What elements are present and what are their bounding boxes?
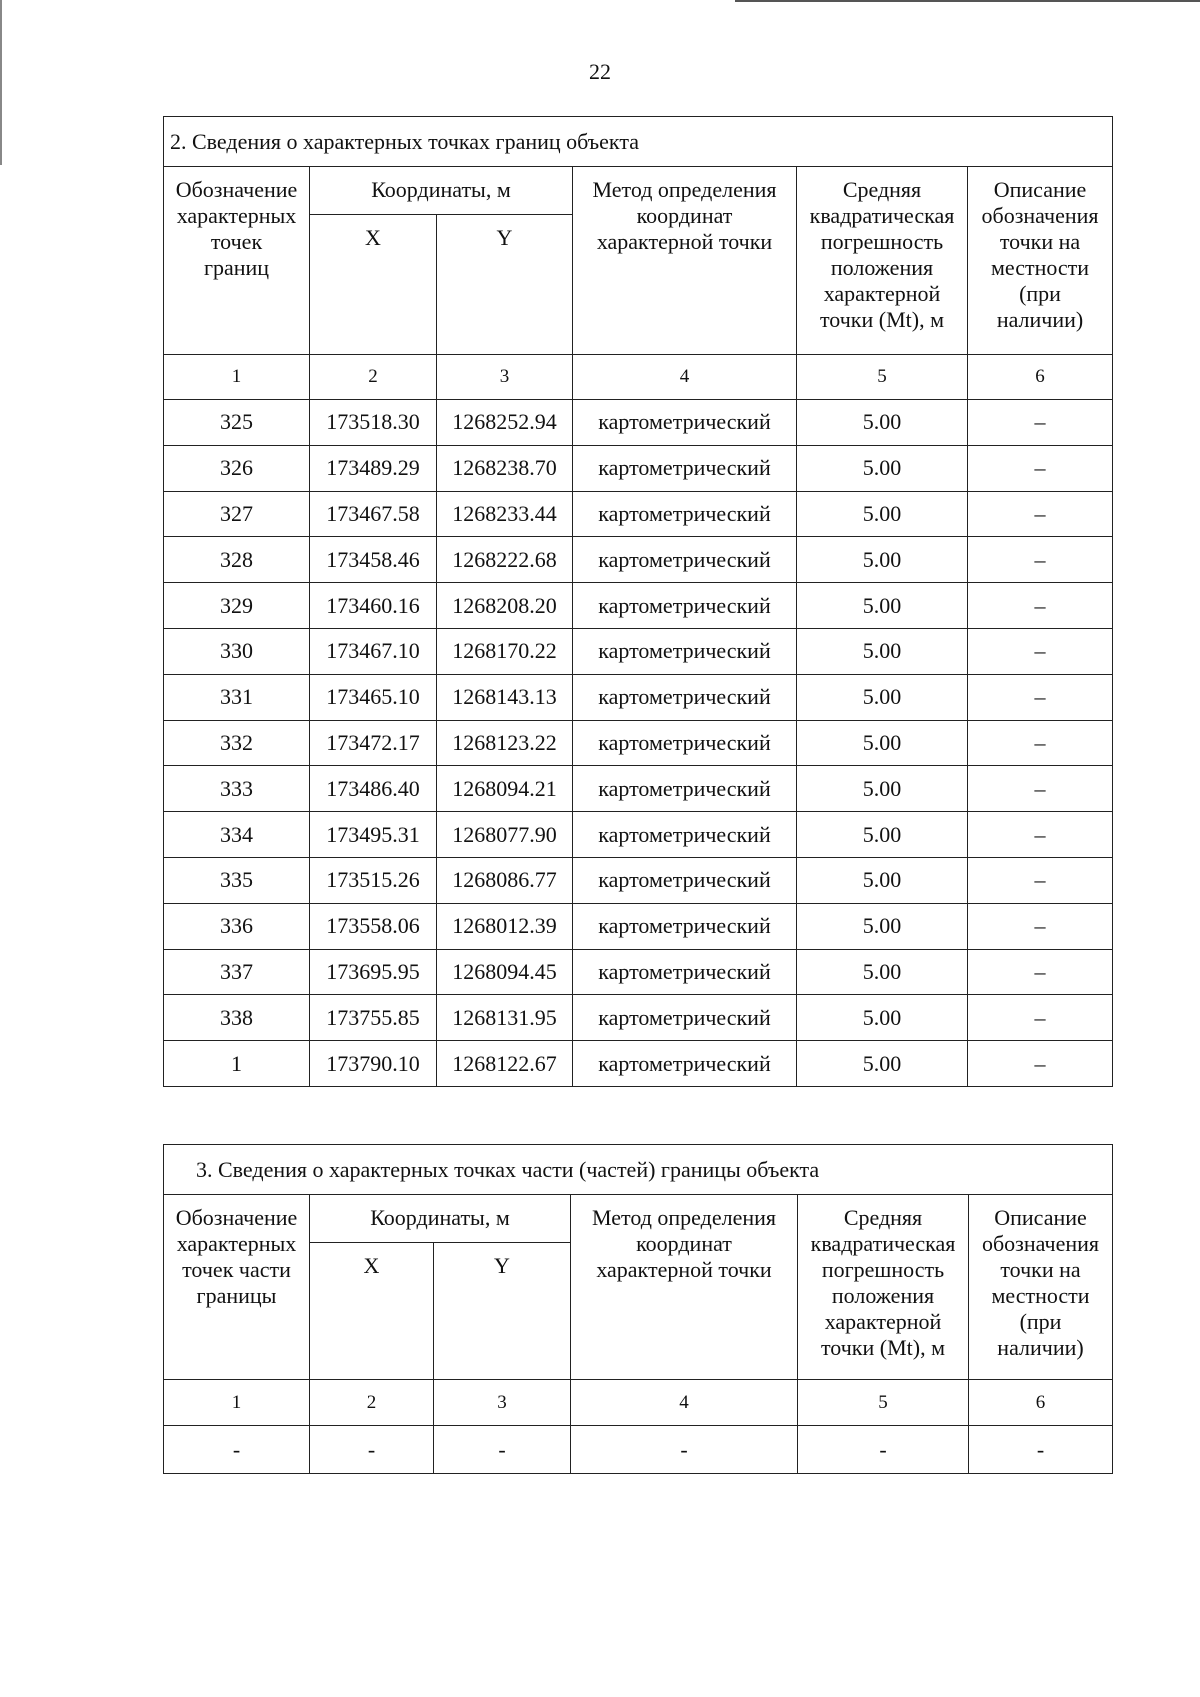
x-coordinate-cell: 173472.17 [310, 720, 437, 766]
description-cell: – [968, 400, 1113, 446]
scan-edge-top [735, 0, 1200, 2]
column-number: 2 [310, 355, 437, 400]
mean-error-cell: 5.00 [797, 583, 968, 629]
description-cell: – [968, 949, 1113, 995]
point-id-cell: 334 [164, 812, 310, 858]
header-mean-error [797, 167, 968, 355]
x-coordinate-cell: 173467.58 [310, 491, 437, 537]
column-number: 5 [797, 355, 968, 400]
header-line: Обозначение [175, 1205, 298, 1230]
y-coordinate-cell: 1268252.94 [437, 400, 573, 446]
header-line: обозначения [981, 1231, 1100, 1256]
header-y: Y [434, 1243, 571, 1380]
column-number: 4 [571, 1380, 798, 1426]
header-line: (при [1019, 281, 1061, 306]
table-row [164, 720, 1113, 766]
description-cell: – [968, 857, 1113, 903]
mean-error-cell: 5.00 [797, 1041, 968, 1087]
x-coordinate-cell: 173558.06 [310, 903, 437, 949]
section-2-title: 2. Сведения о характерных точках границ объекта [164, 117, 1113, 167]
header-line: точки на [999, 229, 1081, 254]
mean-error-cell: 5.00 [797, 995, 968, 1041]
column-number: 4 [573, 355, 797, 400]
y-coordinate-cell: 1268123.22 [437, 720, 573, 766]
part-boundary-points-table [163, 1144, 1113, 1474]
page-number: 22 [589, 59, 611, 84]
mean-error-cell: 5.00 [797, 720, 968, 766]
table-row [164, 445, 1113, 491]
column-number: 5 [798, 1380, 969, 1426]
method-cell: картометрический [573, 1041, 797, 1087]
description-cell: – [968, 628, 1113, 674]
header-mean-error [798, 1195, 969, 1380]
x-coordinate-cell: 173465.10 [310, 674, 437, 720]
point-id-cell: 329 [164, 583, 310, 629]
table-row [164, 812, 1113, 858]
point-id-cell: 328 [164, 537, 310, 583]
x-coordinate-cell: 173458.46 [310, 537, 437, 583]
point-id-cell: 337 [164, 949, 310, 995]
description-cell: – [968, 903, 1113, 949]
header-line: местности [991, 1283, 1090, 1308]
description-cell: – [968, 1041, 1113, 1087]
column-number: 6 [968, 355, 1113, 400]
header-line: координат [636, 1231, 732, 1256]
header-line: местности [990, 255, 1090, 280]
table-row [164, 995, 1113, 1041]
description-cell: – [968, 583, 1113, 629]
description-cell: – [968, 766, 1113, 812]
header-line: границы [196, 1283, 277, 1308]
section-3-title: 3. Сведения о характерных точках части (частей) границы объекта [164, 1145, 1113, 1195]
column-number: 1 [164, 355, 310, 400]
y-coordinate-cell: 1268012.39 [437, 903, 573, 949]
header-line: Метод определения [592, 177, 777, 202]
header-line: характерной точки [596, 229, 773, 254]
point-id-cell: 327 [164, 491, 310, 537]
header-designation [164, 167, 310, 355]
y-coordinate-cell: 1268086.77 [437, 857, 573, 903]
point-id-cell: 325 [164, 400, 310, 446]
header-line: наличии) [996, 307, 1084, 332]
table-row [164, 491, 1113, 537]
method-cell: картометрический [573, 812, 797, 858]
table-row [164, 1041, 1113, 1087]
method-cell: картометрический [573, 995, 797, 1041]
header-y: Y [437, 215, 573, 355]
x-coordinate-cell: - [310, 1426, 434, 1474]
method-cell: картометрический [573, 583, 797, 629]
method-cell: картометрический [573, 400, 797, 446]
x-coordinate-cell: 173790.10 [310, 1041, 437, 1087]
description-cell: - [969, 1426, 1113, 1474]
x-coordinate-cell: 173467.10 [310, 628, 437, 674]
x-coordinate-cell: 173495.31 [310, 812, 437, 858]
header-line: характерной [823, 281, 941, 306]
mean-error-cell: 5.00 [797, 674, 968, 720]
header-line: квадратическая [809, 203, 955, 228]
header-designation [164, 1195, 310, 1380]
x-coordinate-cell: 173515.26 [310, 857, 437, 903]
header-description [968, 167, 1113, 355]
x-coordinate-cell: 173695.95 [310, 949, 437, 995]
header-line: характерных [176, 1231, 297, 1256]
y-coordinate-cell: 1268094.45 [437, 949, 573, 995]
method-cell: - [571, 1426, 798, 1474]
y-coordinate-cell: 1268238.70 [437, 445, 573, 491]
header-x: X [310, 215, 437, 355]
point-id-cell: 336 [164, 903, 310, 949]
point-id-cell: 335 [164, 857, 310, 903]
method-cell: картометрический [573, 491, 797, 537]
header-line: Метод определения [591, 1205, 777, 1230]
table-row [164, 766, 1113, 812]
mean-error-cell: 5.00 [797, 949, 968, 995]
header-line: характерной [824, 1309, 942, 1334]
description-cell: – [968, 537, 1113, 583]
header-description [969, 1195, 1113, 1380]
column-number: 1 [164, 1380, 310, 1426]
header-line: точек части [182, 1257, 291, 1282]
description-cell: – [968, 812, 1113, 858]
table-row [164, 583, 1113, 629]
header-line: точек [210, 229, 263, 254]
mean-error-cell: 5.00 [797, 537, 968, 583]
header-line: погрешность [821, 1257, 945, 1282]
y-coordinate-cell: 1268122.67 [437, 1041, 573, 1087]
header-line: обозначения [981, 203, 1099, 228]
header-line: положения [831, 1283, 935, 1308]
method-cell: картометрический [573, 628, 797, 674]
column-numbers-row [164, 355, 1113, 400]
x-coordinate-cell: 173460.16 [310, 583, 437, 629]
description-cell: – [968, 674, 1113, 720]
point-id-cell: 326 [164, 445, 310, 491]
method-cell: картометрический [573, 766, 797, 812]
header-x: X [310, 1243, 434, 1380]
mean-error-cell: 5.00 [797, 812, 968, 858]
table-row [164, 628, 1113, 674]
header-line: точки (Mt), м [819, 307, 945, 332]
header-line: Обозначение [175, 177, 298, 202]
header-method [571, 1195, 798, 1380]
method-cell: картометрический [573, 445, 797, 491]
table-row [164, 903, 1113, 949]
table-row [164, 674, 1113, 720]
table-row [164, 400, 1113, 446]
boundary-points-table [163, 116, 1113, 1087]
table-row [164, 1426, 1113, 1474]
mean-error-cell: - [798, 1426, 969, 1474]
header-line: Средняя [842, 177, 922, 202]
mean-error-cell: 5.00 [797, 766, 968, 812]
header-coordinates: Координаты, м [310, 1195, 571, 1243]
table-row [164, 537, 1113, 583]
mean-error-cell: 5.00 [797, 491, 968, 537]
table-row [164, 949, 1113, 995]
point-id-cell: 332 [164, 720, 310, 766]
description-cell: – [968, 995, 1113, 1041]
mean-error-cell: 5.00 [797, 628, 968, 674]
x-coordinate-cell: 173486.40 [310, 766, 437, 812]
header-method [573, 167, 797, 355]
mean-error-cell: 5.00 [797, 903, 968, 949]
column-numbers-row [164, 1380, 1113, 1426]
header-line: Описание [994, 1205, 1087, 1230]
point-id-cell: 338 [164, 995, 310, 1041]
header-line: Описание [993, 177, 1087, 202]
method-cell: картометрический [573, 949, 797, 995]
x-coordinate-cell: 173755.85 [310, 995, 437, 1041]
header-line: положения [830, 255, 934, 280]
point-id-cell: - [164, 1426, 310, 1474]
header-line: Средняя [843, 1205, 923, 1230]
header-line: координат [636, 203, 733, 228]
column-number: 3 [437, 355, 573, 400]
y-coordinate-cell: 1268094.21 [437, 766, 573, 812]
header-line: границ [203, 255, 270, 280]
method-cell: картометрический [573, 903, 797, 949]
y-coordinate-cell: 1268077.90 [437, 812, 573, 858]
method-cell: картометрический [573, 537, 797, 583]
y-coordinate-cell: 1268170.22 [437, 628, 573, 674]
header-line: точки на [1000, 1257, 1081, 1282]
header-line: (при [1019, 1309, 1062, 1334]
method-cell: картометрический [573, 674, 797, 720]
description-cell: – [968, 445, 1113, 491]
description-cell: – [968, 720, 1113, 766]
point-id-cell: 330 [164, 628, 310, 674]
header-line: погрешность [820, 229, 944, 254]
point-id-cell: 331 [164, 674, 310, 720]
header-line: характерных [176, 203, 297, 228]
description-cell: – [968, 491, 1113, 537]
y-coordinate-cell: 1268233.44 [437, 491, 573, 537]
column-number: 3 [434, 1380, 571, 1426]
x-coordinate-cell: 173518.30 [310, 400, 437, 446]
table-row [164, 857, 1113, 903]
header-line: наличии) [997, 1335, 1084, 1360]
column-number: 6 [969, 1380, 1113, 1426]
mean-error-cell: 5.00 [797, 445, 968, 491]
x-coordinate-cell: 173489.29 [310, 445, 437, 491]
header-coordinates: Координаты, м [310, 167, 573, 215]
method-cell: картометрический [573, 857, 797, 903]
header-line: характерной точки [596, 1257, 772, 1282]
mean-error-cell: 5.00 [797, 400, 968, 446]
header-line: точки (Mt), м [820, 1335, 946, 1360]
header-line: квадратическая [810, 1231, 956, 1256]
point-id-cell: 333 [164, 766, 310, 812]
column-number: 2 [310, 1380, 434, 1426]
y-coordinate-cell: 1268222.68 [437, 537, 573, 583]
y-coordinate-cell: 1268143.13 [437, 674, 573, 720]
y-coordinate-cell: - [434, 1426, 571, 1474]
method-cell: картометрический [573, 720, 797, 766]
point-id-cell: 1 [164, 1041, 310, 1087]
y-coordinate-cell: 1268208.20 [437, 583, 573, 629]
mean-error-cell: 5.00 [797, 857, 968, 903]
y-coordinate-cell: 1268131.95 [437, 995, 573, 1041]
